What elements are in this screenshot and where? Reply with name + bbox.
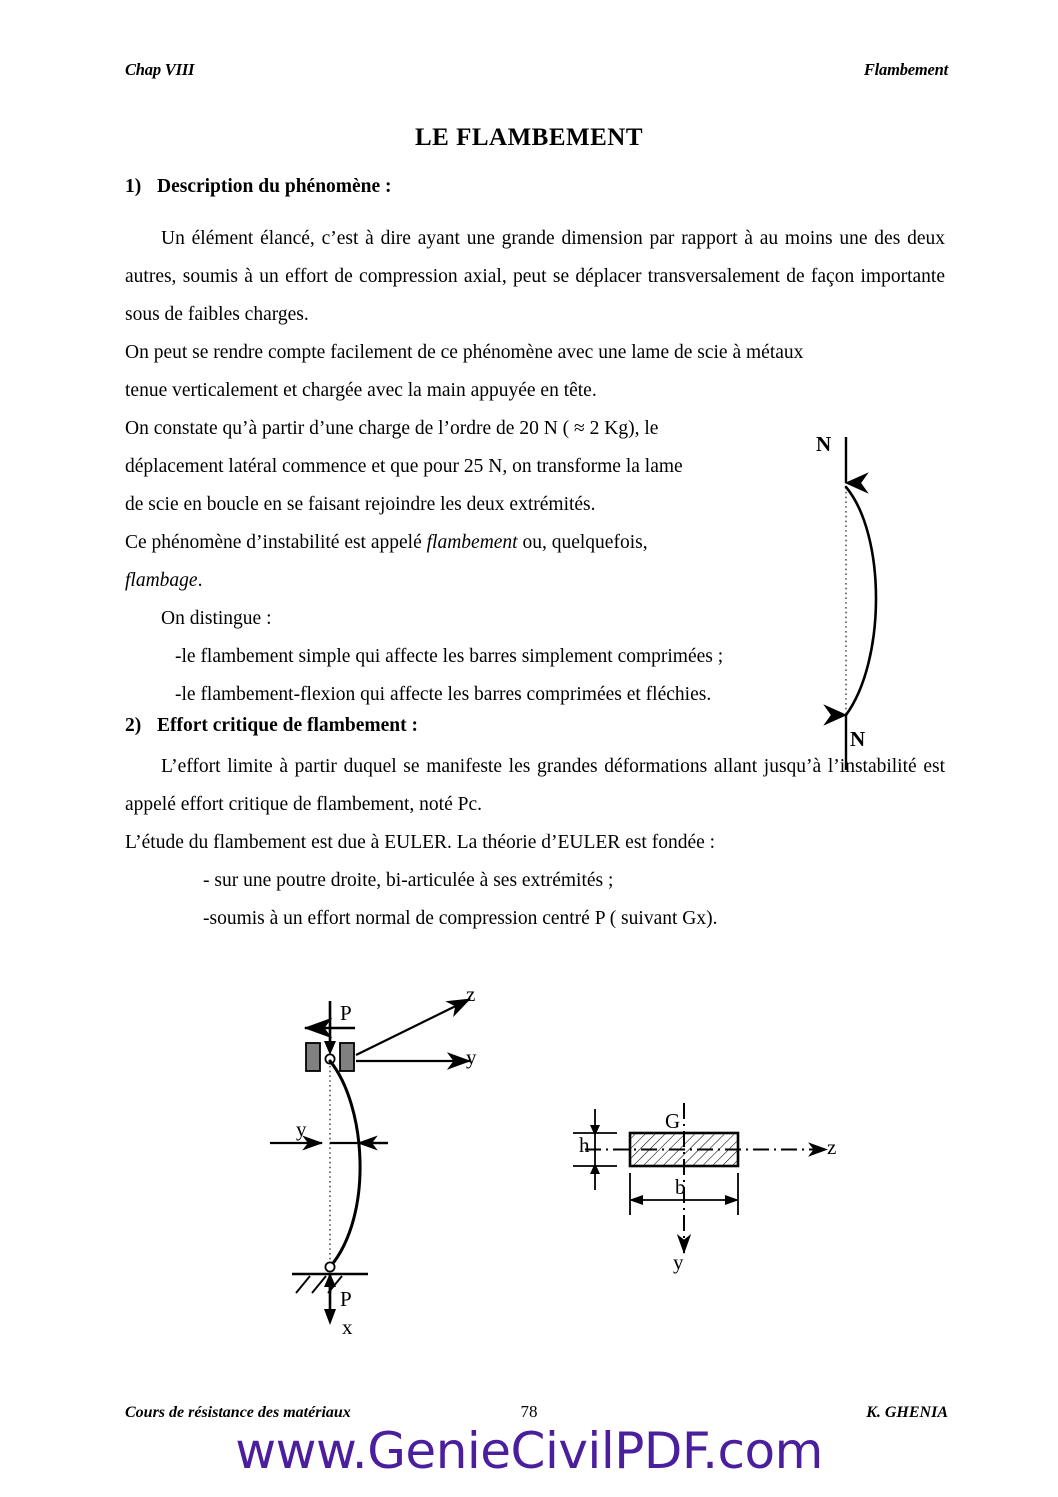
flambage-period: . [197,570,203,592]
section-axis-label-z: z [827,1135,837,1159]
list-item-euler-1: - sur une poutre droite, bi-articulée à ses extrémités ; [203,869,614,891]
section-centroid-label-G: G [665,1109,681,1133]
saw-label-force-top: N [816,432,832,456]
column-axis-label-y: y [466,1045,477,1069]
paragraph-saw-2: tenue verticalement et chargée avec la main appuyée en tête. [125,380,597,402]
term-flambage: flambage [125,570,198,592]
paragraph-instability [125,524,765,562]
footer-author: K. GHENIA [866,1404,948,1421]
section-heading-1 [125,175,945,198]
column-axis-label-x: x [342,1315,353,1339]
column-svg [270,975,530,1345]
paragraph-definition: Un élément élancé, c’est à dire ayant une grande dimension par rapport à au moins une des deux autres, soumis à un effort de compression axial, peut se déplacer transversalement de façon importante sous de faibles charges. [125,228,945,326]
watermark-url: www.GenieCivilPDF.com [235,1422,823,1480]
running-head-left: Chap VIII [125,60,195,79]
cross-section-svg [565,1095,865,1285]
list-item-euler-2: -soumis à un effort normal de compression centré P ( suivant Gx). [203,907,718,929]
cross-section-figure [565,1095,865,1285]
section-number-2: 2) [125,715,142,737]
paragraph-load-25n: déplacement latéral commence et que pour 25 N, on transforme la lame [125,456,683,478]
term-flambement: flambement [426,532,518,554]
paragraph-critical-load: L’effort limite à partir duquel se manifeste les grandes déformations allant jusqu’à l’instabilité est appelé effort critique de flambement, noté Pc. [125,755,945,815]
paragraph-distingue-lead: On distingue : [161,608,272,630]
buckled-saw-blade-figure [790,425,920,780]
paragraph-load-20n: On constate qu’à partir d’une charge de l’ordre de 20 N ( ≈ 2 Kg), le [125,418,659,440]
buckled-column-figure [270,975,530,1345]
column-label-load-top: P [340,1001,352,1025]
list-item-flambement-simple: -le flambement simple qui affecte les barres simplement comprimées ; [175,646,724,668]
instability-text-after: ou, quelquefois, [517,532,648,554]
footer-course-title: Cours de résistance des matériaux [125,1404,351,1421]
section-title-1: Description du phénomène : [157,176,392,197]
paragraph-euler-theory: L’étude du flambement est due à EULER. La théorie d’EULER est fondée : [125,831,716,853]
column-deflection-label-y: y [296,1117,307,1141]
section-axis-label-y: y [673,1250,684,1274]
footer-page-number: 78 [520,1402,538,1421]
section-width-label-b: b [675,1175,686,1199]
paragraph-saw-1: On peut se rendre compte facilement de ce phénomène avec une lame de scie à métaux [125,342,804,364]
running-head-right: Flambement [863,60,948,79]
paragraph-flambage [125,562,765,600]
column-label-load-bottom: P [340,1287,352,1311]
page-title: LE FLAMBEMENT [414,124,644,151]
section-number-1: 1) [125,176,142,197]
column-axis-label-z: z [466,982,476,1006]
section-title-2: Effort critique de flambement : [157,715,419,737]
paragraph-loop: de scie en boucle en se faisant rejoindre les deux extrémités. [125,494,596,516]
saw-label-force-bottom: N [850,727,866,751]
section-height-label-h: h [579,1133,590,1157]
instability-text-before: Ce phénomène d’instabilité est appelé [125,532,427,554]
list-item-flambement-flexion: -le flambement-flexion qui affecte les barres comprimées et fléchies. [175,684,712,706]
